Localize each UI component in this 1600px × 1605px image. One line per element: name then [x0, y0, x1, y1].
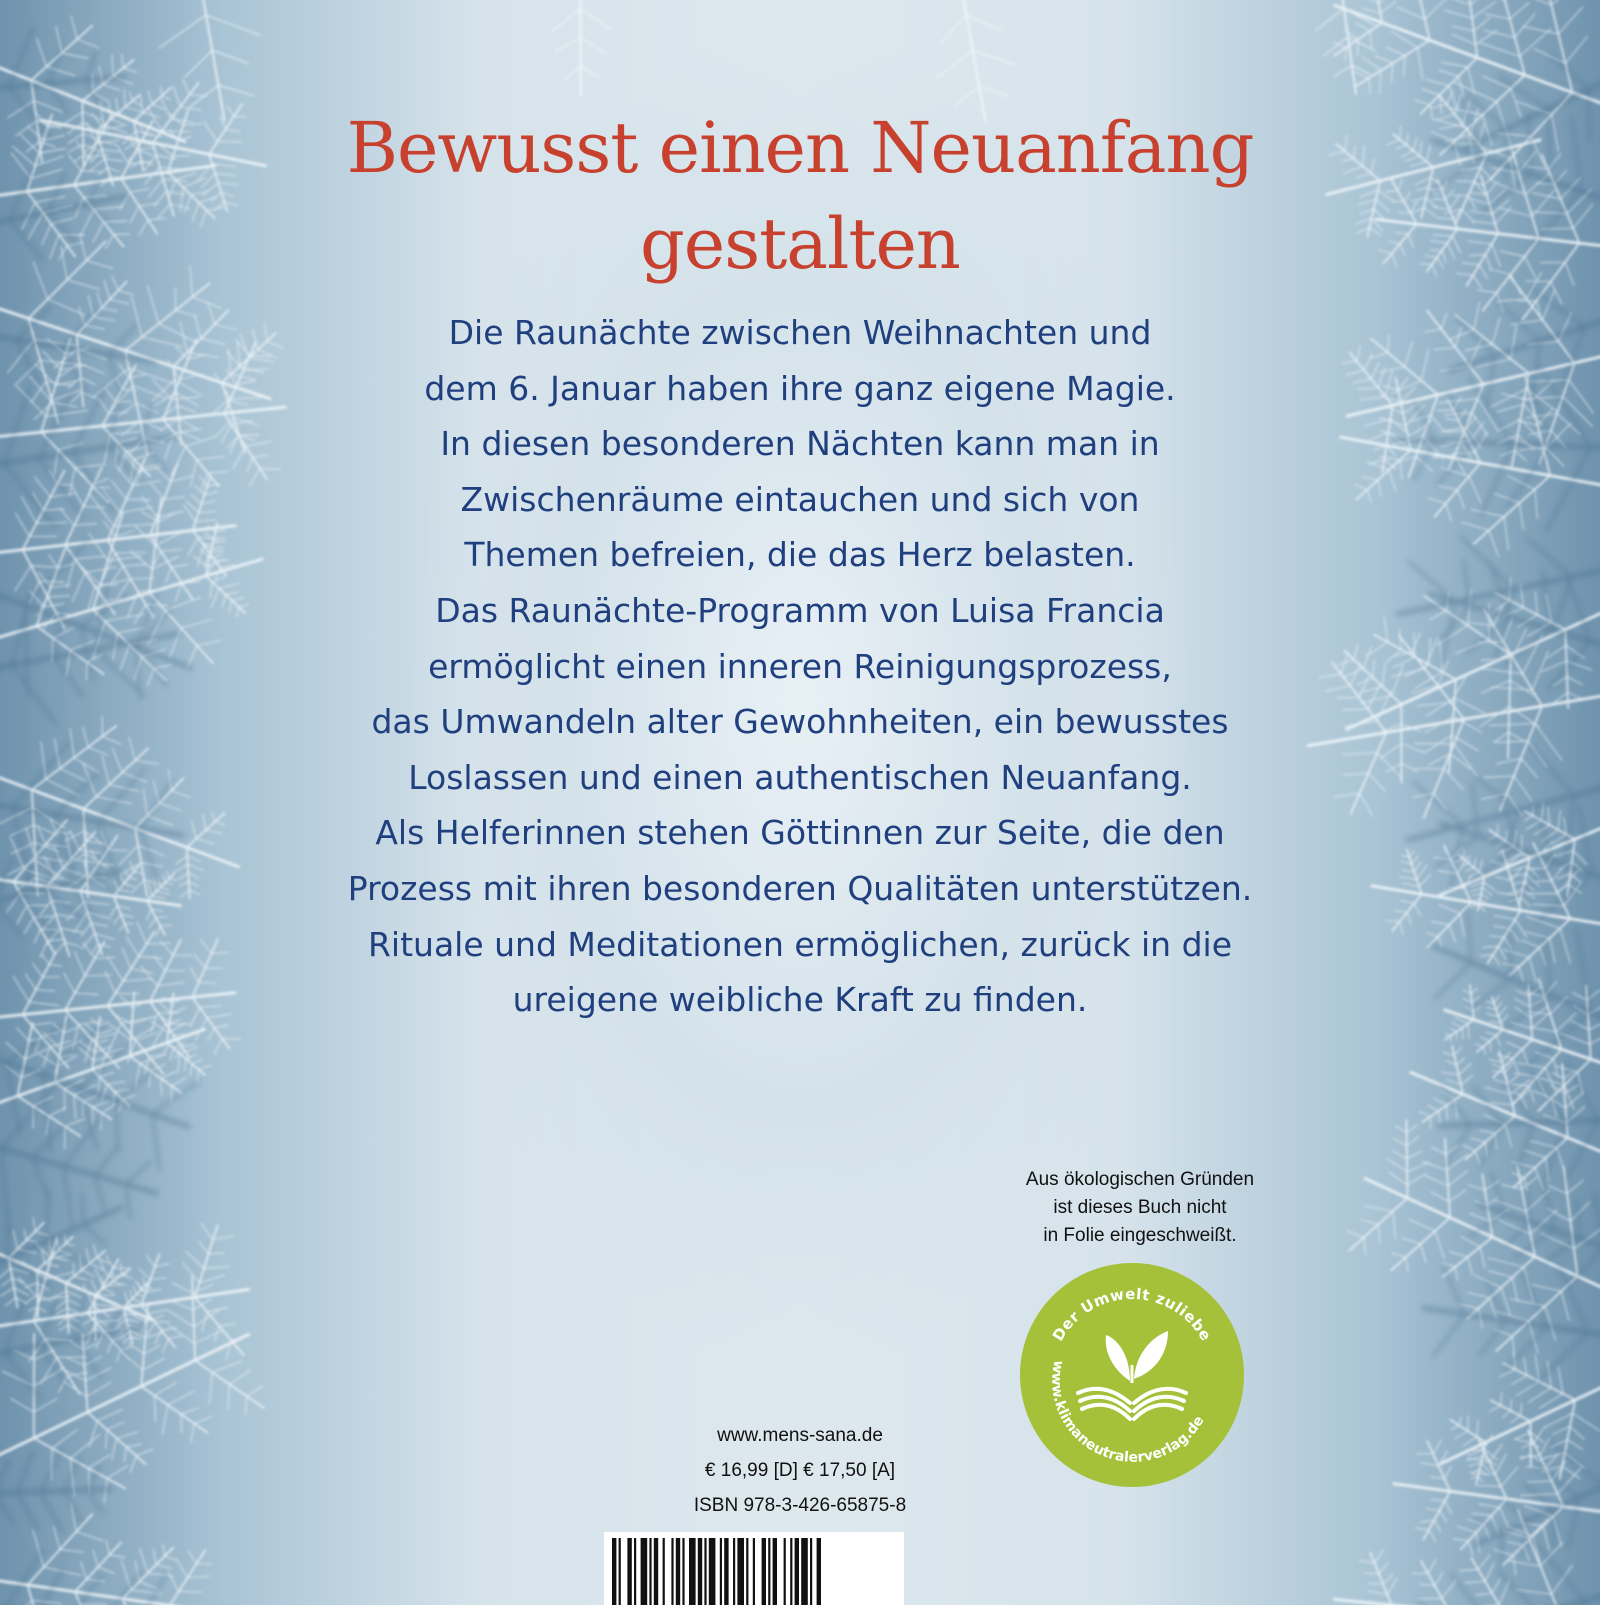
blurb-line: In diesen besonderen Nächten kann man in	[440, 424, 1160, 464]
blurb-line: das Umwandeln alter Gewohnheiten, ein bewusstes	[371, 702, 1229, 742]
blurb	[180, 305, 1420, 1028]
blurb-line: Loslassen und einen authentischen Neuanfang.	[408, 757, 1192, 797]
badge-top-text: Der Umwelt zuliebe	[1048, 1284, 1216, 1345]
blurb-line: Als Helferinnen stehen Göttinnen zur Seite, die den	[375, 813, 1225, 853]
blurb-line: Das Raunächte-Programm von Luisa Francia	[435, 590, 1165, 630]
headline-line-1: Bewusst einen Neuanfang	[346, 107, 1254, 189]
blurb-line: dem 6. Januar haben ihre ganz eigene Magie.	[424, 368, 1176, 408]
eco-note-line: Aus ökologischen Gründen	[1025, 1169, 1255, 1190]
headline-line-2: gestalten	[639, 203, 961, 285]
blurb-line: Die Raunächte zwischen Weihnachten und	[448, 313, 1152, 352]
publisher-info	[600, 1418, 1000, 1523]
blurb-line: Prozess mit ihren besonderen Qualitäten unterstützen.	[347, 868, 1253, 908]
barcode	[604, 1532, 904, 1605]
eco-note-line: in Folie eingeschweißt.	[1043, 1225, 1237, 1246]
isbn-line: ISBN 978-3-426-65875-8	[693, 1495, 907, 1516]
badge-bottom-text: www.klimaneutralerverlag.de	[1048, 1359, 1208, 1466]
price-line: € 16,99 [D] € 17,50 [A]	[704, 1460, 896, 1481]
blurb-line: ureigene weibliche Kraft zu finden.	[512, 980, 1088, 1020]
eco-note	[960, 1166, 1320, 1250]
climate-neutral-badge	[1018, 1261, 1246, 1489]
publisher-website: www.mens-sana.de	[717, 1425, 883, 1446]
blurb-line: Zwischenräume eintauchen und sich von	[460, 479, 1140, 519]
eco-note-line: ist dieses Buch nicht	[1053, 1197, 1227, 1218]
blurb-line: Themen befreien, die das Herz belasten.	[464, 535, 1136, 575]
barcode-bars	[604, 1532, 904, 1605]
blurb-line: Rituale und Meditationen ermöglichen, zurück in die	[368, 924, 1232, 964]
headline	[200, 100, 1400, 292]
blurb-line: ermöglicht einen inneren Reinigungsprozess,	[428, 646, 1172, 686]
